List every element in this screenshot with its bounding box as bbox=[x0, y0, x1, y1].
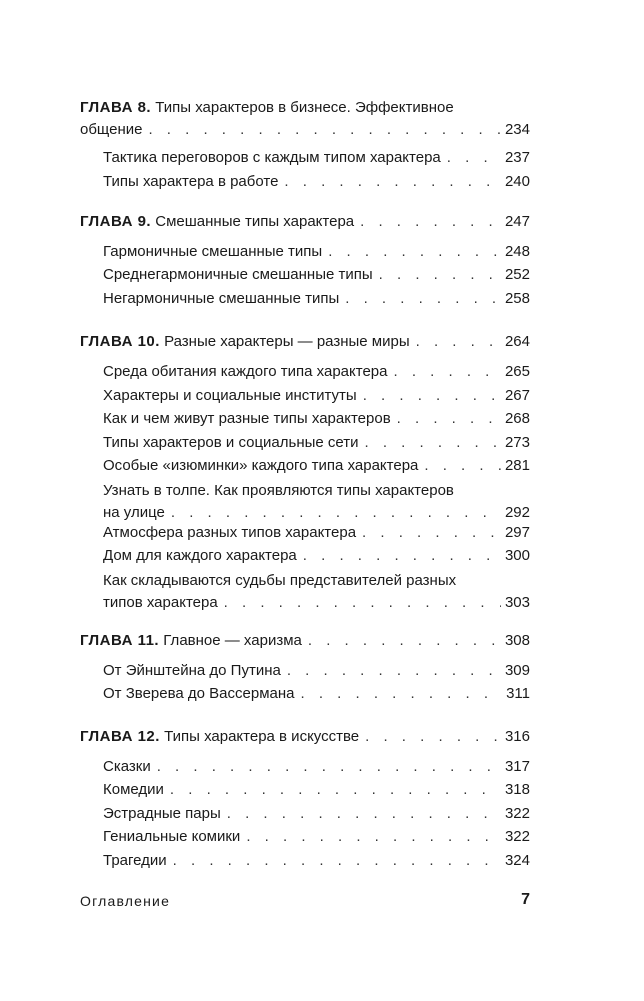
toc-entry[interactable] bbox=[103, 803, 530, 825]
toc-entry[interactable] bbox=[103, 850, 530, 872]
chapter-title: Типы характеров в бизнесе. Эффективное bbox=[155, 99, 454, 116]
entry-title: Среднегармоничные смешанные типы bbox=[103, 266, 373, 283]
toc-entry[interactable] bbox=[103, 683, 530, 705]
chapter-title: Разные характеры — разные миры bbox=[164, 333, 410, 350]
chapter-10-heading[interactable] bbox=[80, 331, 530, 353]
toc-entry[interactable] bbox=[103, 241, 530, 263]
dot-leader bbox=[303, 545, 501, 567]
dot-leader bbox=[224, 592, 501, 614]
toc-entry[interactable] bbox=[103, 288, 530, 310]
page-number: 281 bbox=[504, 457, 530, 474]
entry-title: Эстрадные пары bbox=[103, 805, 221, 822]
entry-title: Как складываются судьбы представителей разных bbox=[103, 572, 457, 589]
entry-title: Узнать в толпе. Как проявляются типы характеров bbox=[103, 482, 454, 499]
dot-leader bbox=[171, 502, 501, 524]
page-number: 267 bbox=[504, 387, 530, 404]
toc-entry[interactable] bbox=[103, 432, 530, 454]
entry-title-continued: на улице bbox=[103, 504, 165, 521]
chapter-label: ГЛАВА 10. bbox=[80, 333, 160, 350]
chapter-8-heading[interactable] bbox=[80, 97, 530, 141]
entry-title: Гениальные комики bbox=[103, 828, 241, 845]
page-number: 300 bbox=[504, 547, 530, 564]
page-number: 303 bbox=[504, 594, 530, 611]
chapter-label: ГЛАВА 11. bbox=[80, 632, 160, 649]
toc-entry[interactable] bbox=[103, 756, 530, 778]
page-number: 322 bbox=[504, 805, 530, 822]
dot-leader bbox=[173, 850, 501, 872]
toc-entry[interactable] bbox=[103, 264, 530, 286]
toc-entry[interactable] bbox=[103, 570, 530, 614]
entry-title: Дом для каждого характера bbox=[103, 547, 297, 564]
toc-entry[interactable] bbox=[103, 480, 530, 524]
folio-page-number: 7 bbox=[521, 891, 530, 908]
page-number: 322 bbox=[504, 828, 530, 845]
chapter-12-heading[interactable] bbox=[80, 726, 530, 748]
chapter-label: ГЛАВА 8. bbox=[80, 99, 152, 116]
toc-entry[interactable] bbox=[103, 385, 530, 407]
page-number: 237 bbox=[504, 149, 530, 166]
dot-leader bbox=[365, 726, 501, 748]
entry-title: От Зверева до Вассермана bbox=[103, 685, 295, 702]
entry-title: Особые «изюминки» каждого типа характера bbox=[103, 457, 419, 474]
entry-title: Сказки bbox=[103, 758, 151, 775]
chapter-11-heading[interactable] bbox=[80, 630, 530, 652]
toc-entry[interactable] bbox=[103, 147, 530, 169]
chapter-label: ГЛАВА 12. bbox=[80, 728, 160, 745]
dot-leader bbox=[328, 241, 501, 263]
entry-title-continued: типов характера bbox=[103, 594, 218, 611]
toc-entry[interactable] bbox=[103, 545, 530, 567]
toc-entry[interactable] bbox=[103, 826, 530, 848]
page-number: 308 bbox=[504, 632, 530, 649]
toc-entry[interactable] bbox=[103, 522, 530, 544]
dot-leader bbox=[227, 803, 501, 825]
dot-leader bbox=[393, 361, 500, 383]
dot-leader bbox=[287, 660, 501, 682]
toc-entry[interactable] bbox=[103, 361, 530, 383]
dot-leader bbox=[379, 264, 501, 286]
dot-leader bbox=[170, 779, 501, 801]
toc-entry[interactable] bbox=[103, 171, 530, 193]
entry-title: Тактика переговоров с каждым типом характера bbox=[103, 149, 441, 166]
entry-title: Гармоничные смешанные типы bbox=[103, 243, 323, 260]
dot-leader bbox=[148, 119, 501, 141]
entry-title: Типы характера в работе bbox=[103, 173, 279, 190]
page-number: 248 bbox=[504, 243, 530, 260]
toc-entry[interactable] bbox=[103, 455, 530, 477]
dot-leader bbox=[308, 630, 501, 652]
dot-leader bbox=[424, 455, 501, 477]
page-number: 316 bbox=[504, 728, 530, 745]
page-number: 318 bbox=[504, 781, 530, 798]
toc-entry[interactable] bbox=[103, 779, 530, 801]
chapter-title: Смешанные типы характера bbox=[155, 213, 355, 230]
page-number: 273 bbox=[504, 434, 530, 451]
page-number: 309 bbox=[504, 662, 530, 679]
page-number: 268 bbox=[504, 410, 530, 427]
page-number: 311 bbox=[506, 685, 530, 702]
dot-leader bbox=[157, 756, 501, 778]
dot-leader bbox=[362, 522, 501, 544]
page-number: 252 bbox=[504, 266, 530, 283]
chapter-label: ГЛАВА 9. bbox=[80, 213, 152, 230]
dot-leader bbox=[447, 147, 501, 169]
entry-title: Как и чем живут разные типы характеров bbox=[103, 410, 391, 427]
dot-leader bbox=[416, 331, 501, 353]
toc-entry[interactable] bbox=[103, 660, 530, 682]
dot-leader bbox=[300, 683, 502, 705]
entry-title: Комедии bbox=[103, 781, 164, 798]
page-number: 234 bbox=[504, 121, 530, 138]
page-number: 324 bbox=[504, 852, 530, 869]
chapter-title: Типы характера в искусстве bbox=[164, 728, 360, 745]
chapter-9-heading[interactable] bbox=[80, 211, 530, 233]
page-number: 297 bbox=[504, 524, 530, 541]
entry-title: Типы характеров и социальные сети bbox=[103, 434, 359, 451]
toc-entry[interactable] bbox=[103, 408, 530, 430]
page-number: 240 bbox=[504, 173, 530, 190]
entry-title: Негармоничные смешанные типы bbox=[103, 290, 340, 307]
page-number: 292 bbox=[504, 504, 530, 521]
running-footer-section: Оглавление bbox=[80, 893, 171, 909]
page-number: 265 bbox=[504, 363, 530, 380]
entry-title: От Эйнштейна до Путина bbox=[103, 662, 281, 679]
chapter-title-continued: общение bbox=[80, 121, 143, 138]
dot-leader bbox=[345, 288, 501, 310]
entry-title: Трагедии bbox=[103, 852, 167, 869]
page-number: 264 bbox=[504, 333, 530, 350]
entry-title: Атмосфера разных типов характера bbox=[103, 524, 357, 541]
chapter-title: Главное — харизма bbox=[163, 632, 302, 649]
dot-leader bbox=[360, 211, 501, 233]
entry-title: Среда обитания каждого типа характера bbox=[103, 363, 388, 380]
dot-leader bbox=[397, 408, 501, 430]
page-number: 317 bbox=[504, 758, 530, 775]
dot-leader bbox=[246, 826, 501, 848]
page-number: 258 bbox=[504, 290, 530, 307]
dot-leader bbox=[363, 385, 501, 407]
dot-leader bbox=[365, 432, 501, 454]
entry-title: Характеры и социальные институты bbox=[103, 387, 357, 404]
dot-leader bbox=[284, 171, 501, 193]
page-number: 247 bbox=[504, 213, 530, 230]
